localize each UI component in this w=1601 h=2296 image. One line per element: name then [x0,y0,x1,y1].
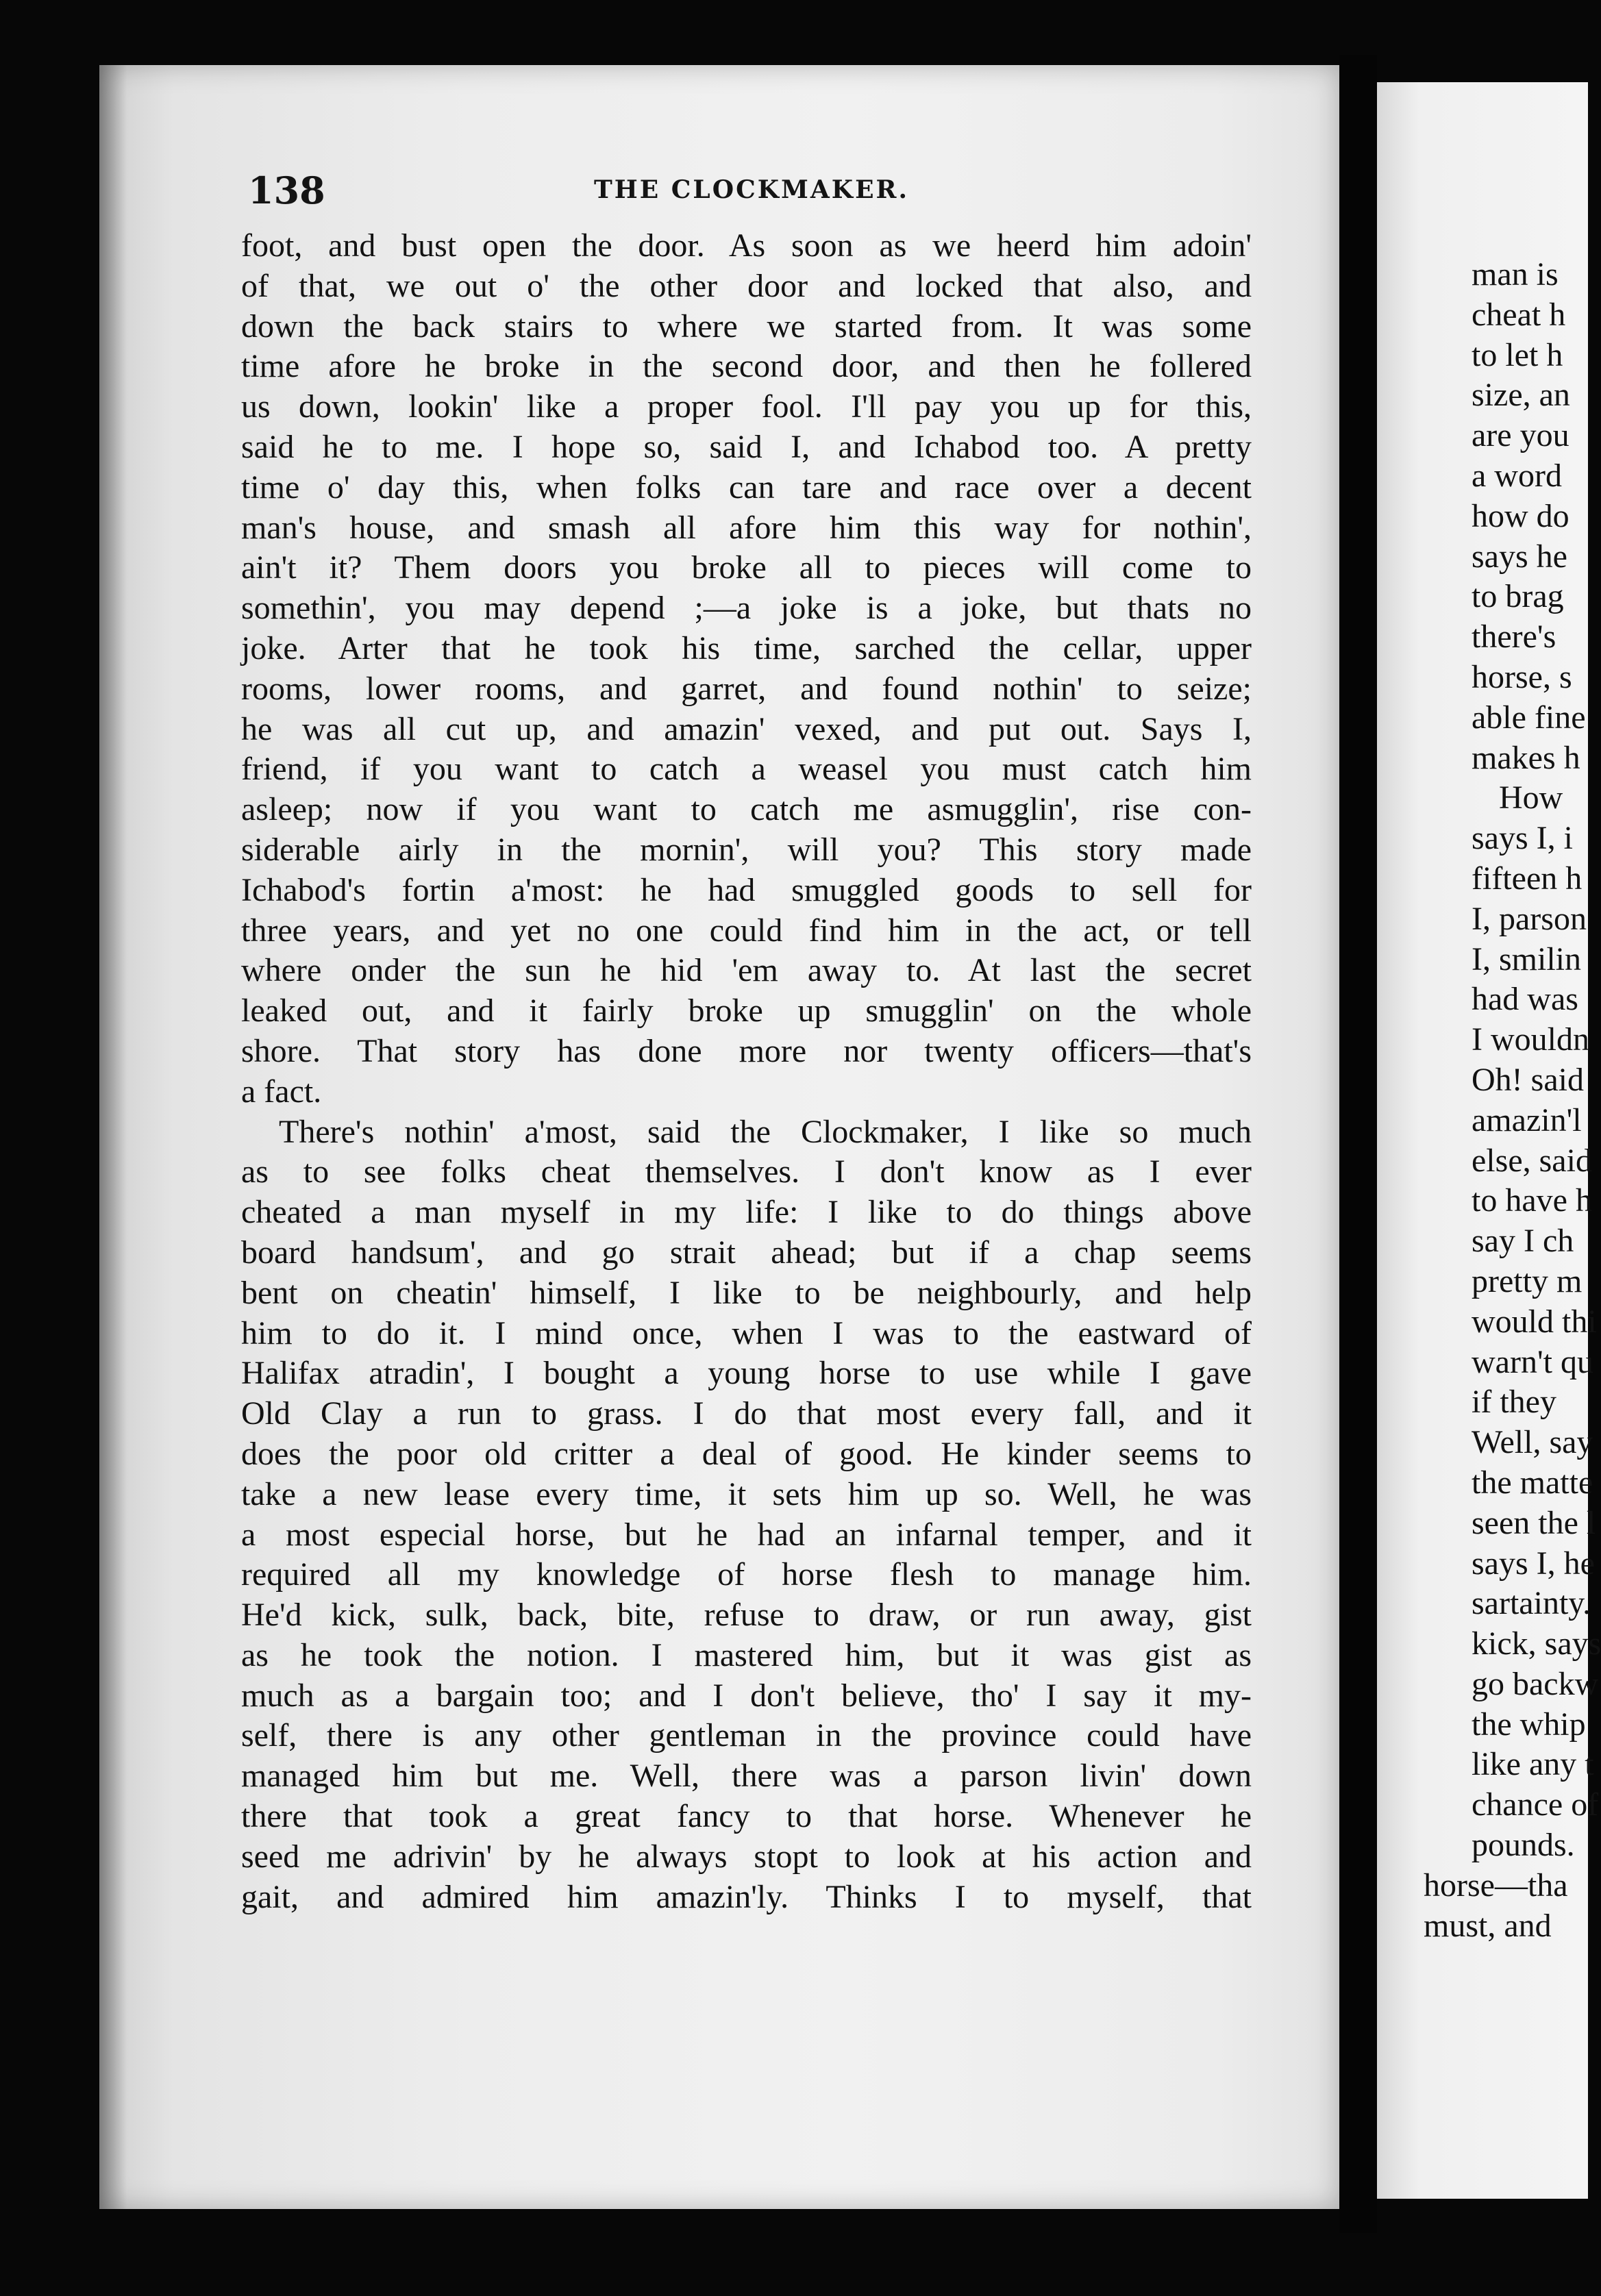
text-line: friend, if you want to catch a weasel you must catch him [241,751,1252,788]
facing-text-line: horse, s [1472,658,1572,695]
text-line: man's house, and smash all afore him this way for nothin', [241,509,1252,546]
facing-text-line: How [1499,779,1563,816]
facing-text-line: amazin'l [1472,1101,1582,1138]
book-gutter [1339,55,1377,2233]
text-line: as to see folks cheat themselves. I don't know as I ever [241,1153,1252,1190]
text-line: managed him but me. Well, there was a parson livin' down [241,1758,1252,1795]
text-line: board handsum', and go strait ahead; but if a chap seems [241,1234,1252,1271]
text-line: down the back stairs to where we started from. It was some [241,308,1252,345]
facing-text-line: must, and [1424,1907,1552,1944]
text-line: shore. That story has done more nor twenty officers—that's [241,1032,1252,1069]
text-line: leaked out, and it fairly broke up smugglin' on the whole [241,993,1252,1030]
text-line: He'd kick, sulk, back, bite, refuse to draw, or run away, gist [241,1597,1252,1634]
facing-text-line: would thi [1472,1303,1597,1340]
page-number: 138 [248,169,325,212]
facing-text-line: Well, say [1472,1424,1593,1461]
facing-text-line: to have h [1472,1182,1592,1219]
facing-text-line: size, an [1472,377,1570,414]
text-line: Halifax atradin', I bought a young horse to use while I gave [241,1355,1252,1392]
text-line: There's nothin' a'most, said the Clockmaker, I like so much [279,1113,1252,1150]
text-line: a most especial horse, but he had an infarnal temper, and it [241,1516,1252,1553]
text-line: cheated a man myself in my life: I like to do things above [241,1194,1252,1231]
text-line: he was all cut up, and amazin' vexed, and put out. Says I, [241,710,1252,747]
text-line: much as a bargain too; and I don't believe, tho' I say it my- [241,1677,1252,1714]
text-line: us down, lookin' like a proper fool. I'll pay you up for this, [241,388,1252,425]
text-line: somethin', you may depend ;—a joke is a joke, but thats no [241,590,1252,627]
text-line: asleep; now if you want to catch me asmugglin', rise con- [241,791,1252,828]
facing-text-line: fifteen h [1472,860,1583,897]
text-line: joke. Arter that he took his time, sarched the cellar, upper [241,629,1252,666]
text-line: siderable airly in the mornin', will you? This story made [241,831,1252,868]
text-line: foot, and bust open the door. As soon as we heerd him adoin' [241,227,1252,264]
facing-text-line: to let h [1472,336,1563,373]
facing-text-line: man is [1472,256,1559,292]
text-line: time o' day this, when folks can tare and race over a decent [241,469,1252,506]
facing-text-line: seen the l [1472,1504,1596,1541]
text-line: bent on cheatin' himself, I like to be neighbourly, and help [241,1274,1252,1311]
text-line: a fact. [241,1073,322,1110]
facing-text-line: the whip [1472,1706,1586,1743]
facing-text-line: to brag [1472,578,1564,615]
facing-text-line: a word [1472,457,1562,494]
facing-text-line: sartainty. [1472,1585,1591,1622]
facing-text-line: says I, he [1472,1545,1595,1582]
text-line: of that, we out o' the other door and locked that also, and [241,267,1252,304]
text-line: said he to me. I hope so, said I, and Ichabod too. A pretty [241,428,1252,465]
facing-text-line: kick, says [1472,1625,1601,1662]
facing-text-line: the matte [1472,1464,1593,1501]
facing-text-line: like any t [1472,1746,1594,1783]
text-line: as he took the notion. I mastered him, but it was gist as [241,1636,1252,1673]
text-line: gait, and admired him amazin'ly. Thinks I to myself, that [241,1878,1252,1915]
facing-text-line: if they [1472,1384,1556,1421]
facing-text-line: cheat h [1472,296,1566,333]
text-line: does the poor old critter a deal of good. He kinder seems to [241,1435,1252,1472]
text-line: ain't it? Them doors you broke all to pieces will come to [241,549,1252,586]
facing-page-text [1424,255,1601,1946]
text-line: take a new lease every time, it sets him up so. Well, he was [241,1475,1252,1512]
facing-text-line: pretty m [1472,1262,1583,1299]
text-line: Old Clay a run to grass. I do that most every fall, and it [241,1395,1252,1432]
running-head [248,169,1255,216]
text-line: self, there is any other gentleman in the province could have [241,1717,1252,1754]
text-line: him to do it. I mind once, when I was to the eastward of [241,1314,1252,1351]
body-text [241,226,1252,1917]
facing-text-line: Oh! said [1472,1061,1584,1098]
facing-text-line: makes h [1472,739,1580,776]
text-line: Ichabod's fortin a'most: he had smuggled goods to sell for [241,871,1252,908]
facing-text-line: go backw [1472,1665,1599,1702]
text-line: there that took a great fancy to that horse. Whenever he [241,1798,1252,1835]
facing-text-line: pounds. [1472,1827,1575,1864]
facing-text-line: says he [1472,538,1567,575]
facing-text-line: had was [1472,981,1578,1018]
facing-text-line: I, smilin [1472,940,1582,977]
text-line: three years, and yet no one could find him in the act, or tell [241,912,1252,949]
facing-text-line: able fine [1472,699,1586,736]
running-title: THE CLOCKMAKER. [593,175,909,204]
text-line: seed me adrivin' by he always stopt to look at his action and [241,1838,1252,1875]
facing-text-line: warn't qu [1472,1343,1593,1380]
text-line: where onder the sun he hid 'em away to. At last the secret [241,952,1252,989]
facing-text-line: I, parson [1472,900,1587,937]
facing-text-line: there's [1472,619,1556,656]
facing-text-line: how do [1472,497,1569,534]
facing-text-line: chance of [1472,1786,1599,1823]
facing-text-line: horse—tha [1424,1867,1568,1904]
text-line: rooms, lower rooms, and garret, and found nothin' to seize; [241,670,1252,707]
text-line: required all my knowledge of horse flesh to manage him. [241,1556,1252,1593]
facing-text-line: say I ch [1472,1223,1574,1260]
facing-text-line: I wouldn [1472,1021,1589,1058]
facing-text-line: are you [1472,417,1569,454]
text-line: time afore he broke in the second door, and then he follered [241,348,1252,385]
facing-text-line: else, said [1472,1142,1592,1179]
facing-text-line: says I, i [1472,820,1573,857]
